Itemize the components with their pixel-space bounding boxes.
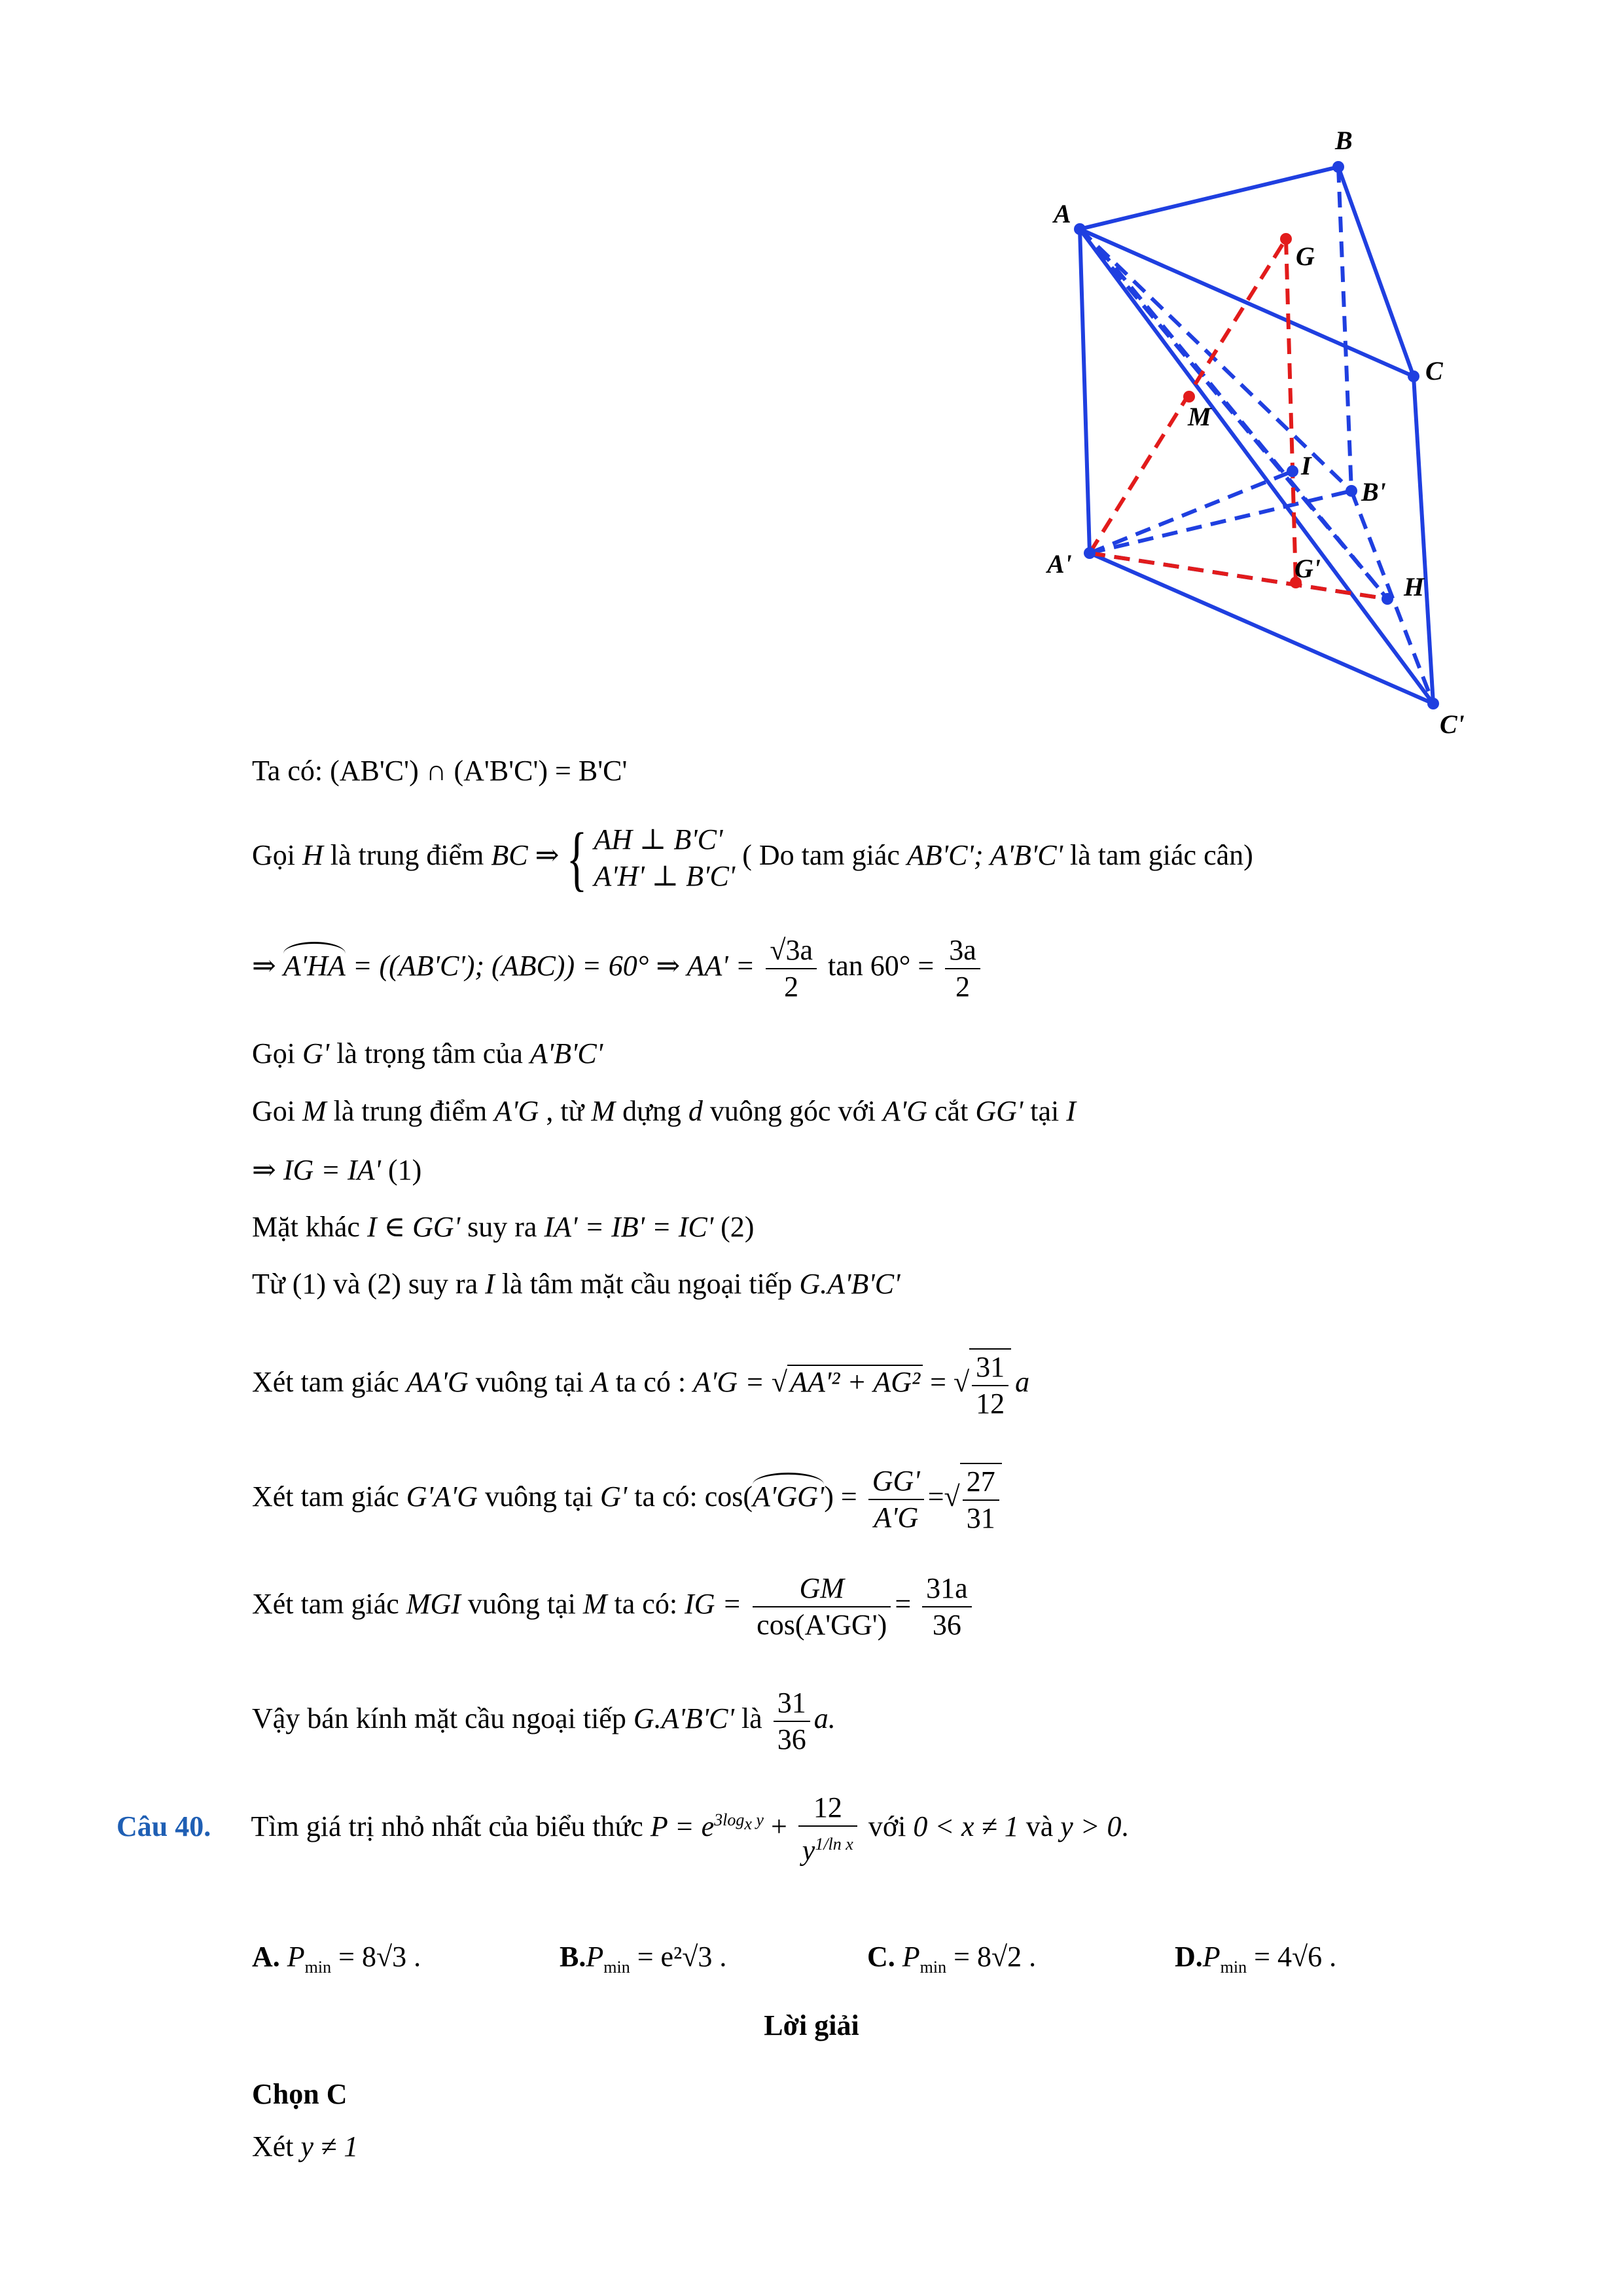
line-triangle-mgi: Xét tam giác MGI vuông tại M ta có: IG = $\frac{GM}{\cos(A'GG')}$ = $\frac{31a}{36}$ bbox=[252, 1571, 976, 1643]
line-triangle-aa1g: Xét tam giác AA'G vuông tại A ta có : A'G = √AA'² + AG² = √ $\frac{31}{12}$ a bbox=[252, 1348, 1029, 1422]
line-midpoint-m: Goi M là trung điểm A'G , từ M dựng d vuông góc với A'G cắt GG' tại I bbox=[252, 1095, 1076, 1127]
fraction-gm-cos: $\frac{GM}{\cos(A'GG')}$ bbox=[753, 1571, 891, 1643]
edge-a1g1 bbox=[1090, 553, 1387, 599]
edge-bb1 bbox=[1338, 167, 1351, 491]
label-i: I bbox=[1301, 451, 1311, 480]
choice-a[interactable]: A. $P_{min} = 8√3$ . bbox=[252, 1941, 421, 1977]
point-h bbox=[1382, 593, 1393, 605]
solution-title: Lời giải bbox=[764, 2009, 859, 2041]
label-g: G bbox=[1296, 242, 1315, 271]
line-conclusion-center: Từ (1) và (2) suy ra I là tâm mặt cầu ngoại tiếp G.A'B'C' bbox=[252, 1268, 901, 1300]
choice-d[interactable]: $D.P_{min} = 4√6$ . bbox=[1175, 1941, 1337, 1977]
line-triangle-g1a1g: Xét tam giác G'A'G vuông tại G' ta có: cos(A'GG') = $\frac{GG'}{A'G}$ =√ $\frac{27}{31}$ bbox=[252, 1463, 1006, 1536]
label-b1: B' bbox=[1361, 477, 1386, 507]
fraction-31-36: $\frac{31}{36}$ bbox=[774, 1685, 810, 1757]
label-c1: C' bbox=[1440, 709, 1465, 739]
choice-c[interactable]: C. $P_{min} = 8√2$ . bbox=[867, 1941, 1037, 1977]
line-ig-equals-ia: ⇒ IG = IA' (1) bbox=[252, 1154, 422, 1186]
point-m bbox=[1183, 391, 1195, 403]
fraction-sqrt3a-2: $\frac{√3a}{2}$ bbox=[766, 933, 817, 1005]
fraction-12-y: $\frac{12}{y^{1/ln x}}$ bbox=[798, 1790, 857, 1869]
point-a bbox=[1074, 223, 1086, 235]
chosen-answer: Chọn C bbox=[252, 2078, 348, 2110]
fraction-31-12: $\frac{31}{12}$ bbox=[969, 1348, 1011, 1422]
label-a1: A' bbox=[1047, 549, 1072, 579]
case-system: AH ⊥ B'C' A'H' ⊥ B'C' bbox=[594, 823, 736, 892]
choice-b[interactable]: $B.P_{min} = e^2√3$ . bbox=[560, 1941, 727, 1977]
label-g1: G' bbox=[1294, 554, 1321, 583]
edge-ac bbox=[1080, 229, 1414, 376]
fraction-3a-2: $\frac{3a}{2}$ bbox=[945, 933, 980, 1005]
edge-a1c1 bbox=[1090, 553, 1433, 704]
point-i bbox=[1287, 465, 1298, 477]
edge-ac1 bbox=[1080, 229, 1433, 704]
point-b1 bbox=[1346, 485, 1357, 497]
label-m: M bbox=[1188, 402, 1211, 431]
point-c1 bbox=[1427, 698, 1439, 709]
point-b bbox=[1332, 161, 1344, 173]
point-a1 bbox=[1084, 547, 1096, 559]
line-other-hand: Mặt khác I ∈ GG' suy ra IA' = IB' = IC' (2) bbox=[252, 1211, 755, 1243]
angle-a1ha: A'HA bbox=[283, 942, 346, 986]
brace-symbol: { bbox=[566, 818, 587, 898]
line-midpoint-h: Gọi H là trung điểm BC ⇒{ AH ⊥ B'C' A'H' ⊥ B'C' ( Do tam giác AB'C'; A'B'C' là tam giác cân) bbox=[252, 818, 1253, 898]
edge-bc bbox=[1338, 167, 1414, 376]
prism-diagram bbox=[1021, 111, 1492, 740]
line-consider-y: Xét y ≠ 1 bbox=[252, 2130, 359, 2162]
fraction-31a-36: $\frac{31a}{36}$ bbox=[922, 1571, 972, 1643]
fraction-gg1-a1g: $\frac{GG'}{A'G}$ bbox=[868, 1463, 924, 1535]
geometry-figure bbox=[1021, 111, 1492, 740]
question-label: Câu 40. bbox=[116, 1810, 211, 1842]
label-c: C bbox=[1425, 356, 1443, 386]
edge-aa1 bbox=[1080, 229, 1090, 553]
line-radius-result: Vậy bán kính mặt cầu ngoại tiếp G.A'B'C' là $\frac{31}{36}$ a. bbox=[252, 1685, 836, 1757]
point-c bbox=[1408, 370, 1419, 382]
answer-choices bbox=[252, 1937, 1482, 1987]
fraction-27-31: $\frac{27}{31}$ bbox=[960, 1463, 1002, 1536]
label-b: B bbox=[1335, 126, 1353, 155]
label-h: H bbox=[1404, 572, 1425, 601]
question-40: Câu 40. Tìm giá trị nhỏ nhất của biểu thức $P = e^{3logx y}$ + $\frac{12}{y^{1/ln x}}$ với 0 < x ≠ 1 và y > 0. bbox=[116, 1790, 1128, 1869]
line-intersection bbox=[252, 751, 627, 791]
line-angle: ⇒ A'HA = ((AB'C'); (ABC)) = 60° ⇒ AA' = $\frac{√3a}{2}$ tan 60° = $\frac{3a}{2}$ bbox=[252, 933, 984, 1005]
line-centroid: Gọi G' là trọng tâm của A'B'C' bbox=[252, 1037, 603, 1069]
edge-cc1 bbox=[1414, 376, 1433, 704]
edge-gg1 bbox=[1286, 239, 1296, 583]
point-g bbox=[1280, 233, 1292, 245]
label-a: A bbox=[1054, 199, 1071, 228]
intersection-text: Ta có: (AB'C') ∩ (A'B'C') = B'C' bbox=[252, 755, 628, 787]
edge-ab bbox=[1080, 167, 1338, 229]
